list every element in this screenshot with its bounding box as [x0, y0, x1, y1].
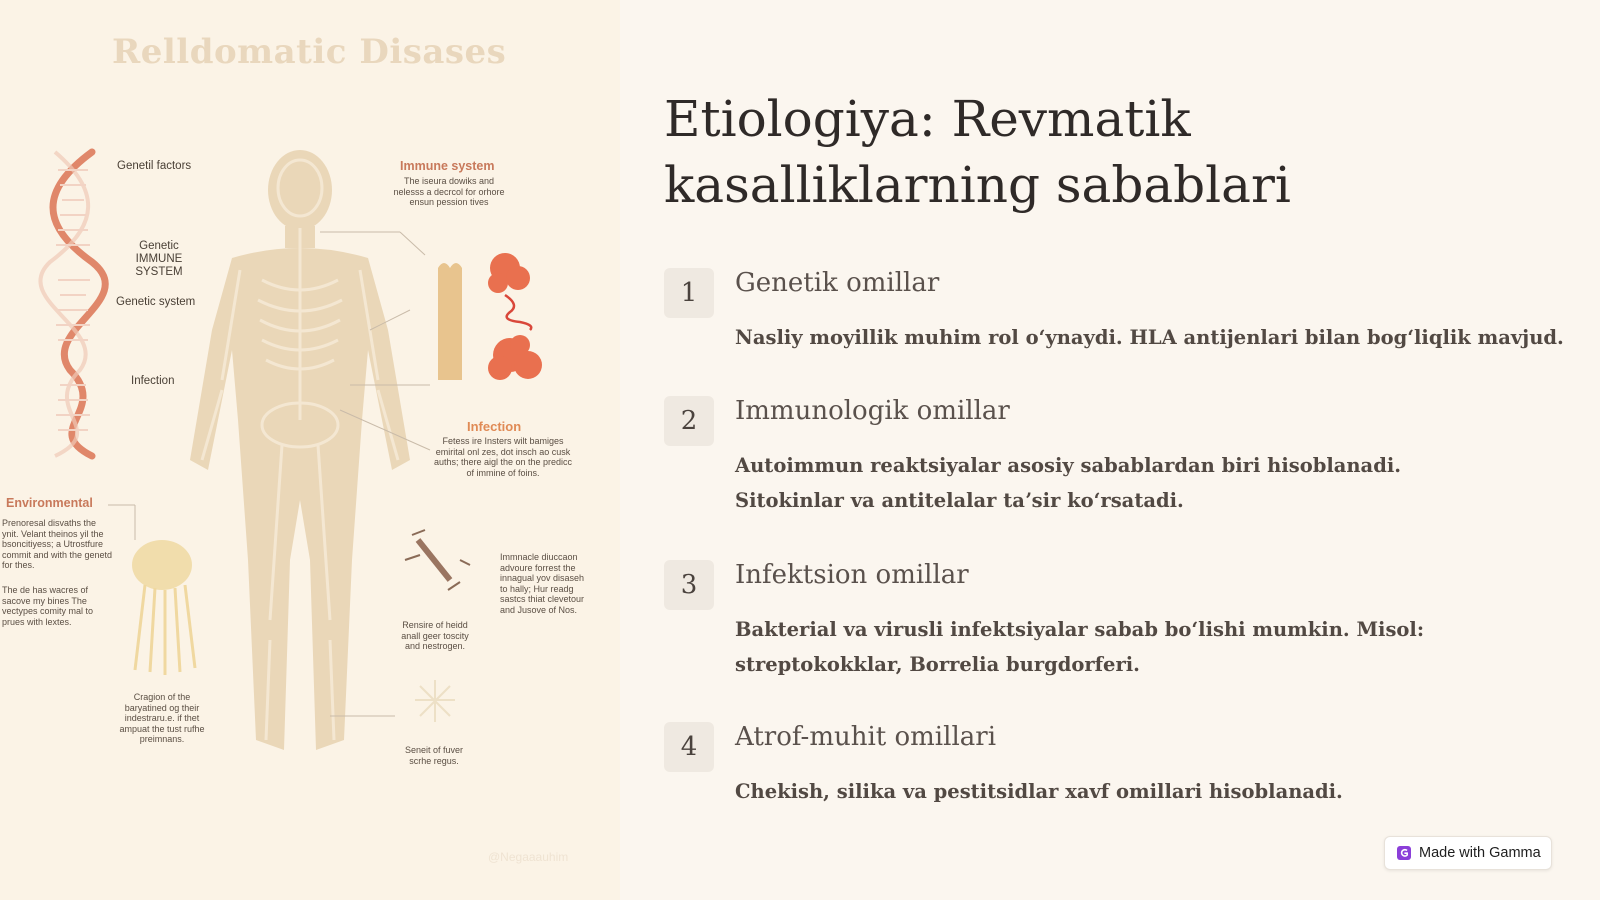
factor-title-3: Infektsion omillar — [735, 560, 969, 590]
label-cragion: Cragion of the baryatined og their indestraru.e. if thet ampuat the tust rufhe preimnans. — [119, 692, 205, 744]
factor-title-1: Genetik omillar — [735, 268, 940, 298]
factor-item-4 — [664, 722, 1574, 822]
factor-number-4: 4 — [664, 722, 714, 772]
gamma-badge-label: Made with Gamma — [1419, 845, 1541, 861]
factor-description-4: Chekish, silika va pestitsidlar xavf omillari hisoblanadi. — [735, 780, 1343, 803]
label-immune-desc: The iseura dowiks and nelesss a decrcol for orhore ensun pession tives — [393, 176, 505, 207]
factor-description-3: Bakterial va virusli infektsiyalar sabab boʻlishi mumkin. Misol: streptokokklar, Borrelia burgdorferi. — [735, 618, 1425, 676]
factor-item-1 — [664, 268, 1574, 368]
label-infection-left: Infection — [131, 375, 175, 387]
tissue-fibers-icon — [132, 540, 195, 675]
factor-number-3: 3 — [664, 560, 714, 610]
factor-description-2: Autoimmun reaktsiyalar asosiy sabablardan biri hisoblanadi. Sitokinlar va antitelalar taʼsir koʻrsatadi. — [735, 454, 1402, 512]
label-genetic-system: Genetic system — [116, 296, 196, 308]
anatomy-illustration — [0, 0, 620, 900]
bacteria-icon — [405, 530, 470, 590]
fiber-cluster-icon — [415, 680, 455, 722]
label-env-desc-1: Prenoresal disvaths the ynit. Velant theinos yil the bsoncitiyess; a Utrostfure commit and with the genetd for thes. — [2, 518, 113, 570]
label-environmental: Environmental — [6, 496, 93, 510]
factor-number-2: 2 — [664, 396, 714, 446]
factor-item-2 — [664, 396, 1574, 526]
label-genetic-factors: Genetil factors — [117, 160, 192, 172]
factor-title-2: Immunologik omillar — [735, 396, 1010, 426]
factor-title-4: Atrof-muhit omillari — [735, 722, 997, 752]
label-genetic-immune: Genetic IMMUNE SYSTEM — [135, 240, 183, 278]
illustration-credit: @Negaaauhim — [488, 850, 569, 864]
hand-joint-icon — [438, 263, 462, 380]
made-with-gamma-badge[interactable] — [1384, 836, 1552, 870]
label-immune-system: Immune system — [400, 159, 495, 173]
factor-description-1: Nasliy moyillik muhim rol oʻynaydi. HLA antijenlari bilan bogʻliqlik mavjud. — [735, 326, 1564, 349]
dna-helix-icon — [40, 152, 105, 456]
label-seneit: Seneit of fuver scrhe regus. — [404, 745, 464, 766]
gamma-logo-icon — [1397, 846, 1411, 860]
factor-number-1: 1 — [664, 268, 714, 318]
illustration-title: Relldomatic Disases — [112, 32, 507, 72]
factor-item-3 — [664, 560, 1574, 690]
label-env-desc-2: The de has wacres of sacove my bines The vectypes comity mal to prues with lextes. — [2, 585, 94, 627]
label-immune-disc: Immnacle diuccaon advoure forrest the innagual yov disaseh to hally; Hur readg sastcs thiat clevetour and Jusove of Nos. — [500, 552, 585, 615]
label-infection-right: Infection — [467, 419, 522, 434]
label-rensire: Rensire of heidd anall geer toscity and nestrogen. — [401, 620, 469, 651]
label-infection-desc: Fetess ire Insters wilt bamiges emirital onl zes, dot insch ao cusk auths; there aigl the on the predicc of immine of foins. — [433, 436, 573, 478]
slide-title: Etiologiya: Revmatik kasalliklarning sabablari — [664, 90, 1291, 214]
infection-cells-icon — [488, 253, 542, 380]
